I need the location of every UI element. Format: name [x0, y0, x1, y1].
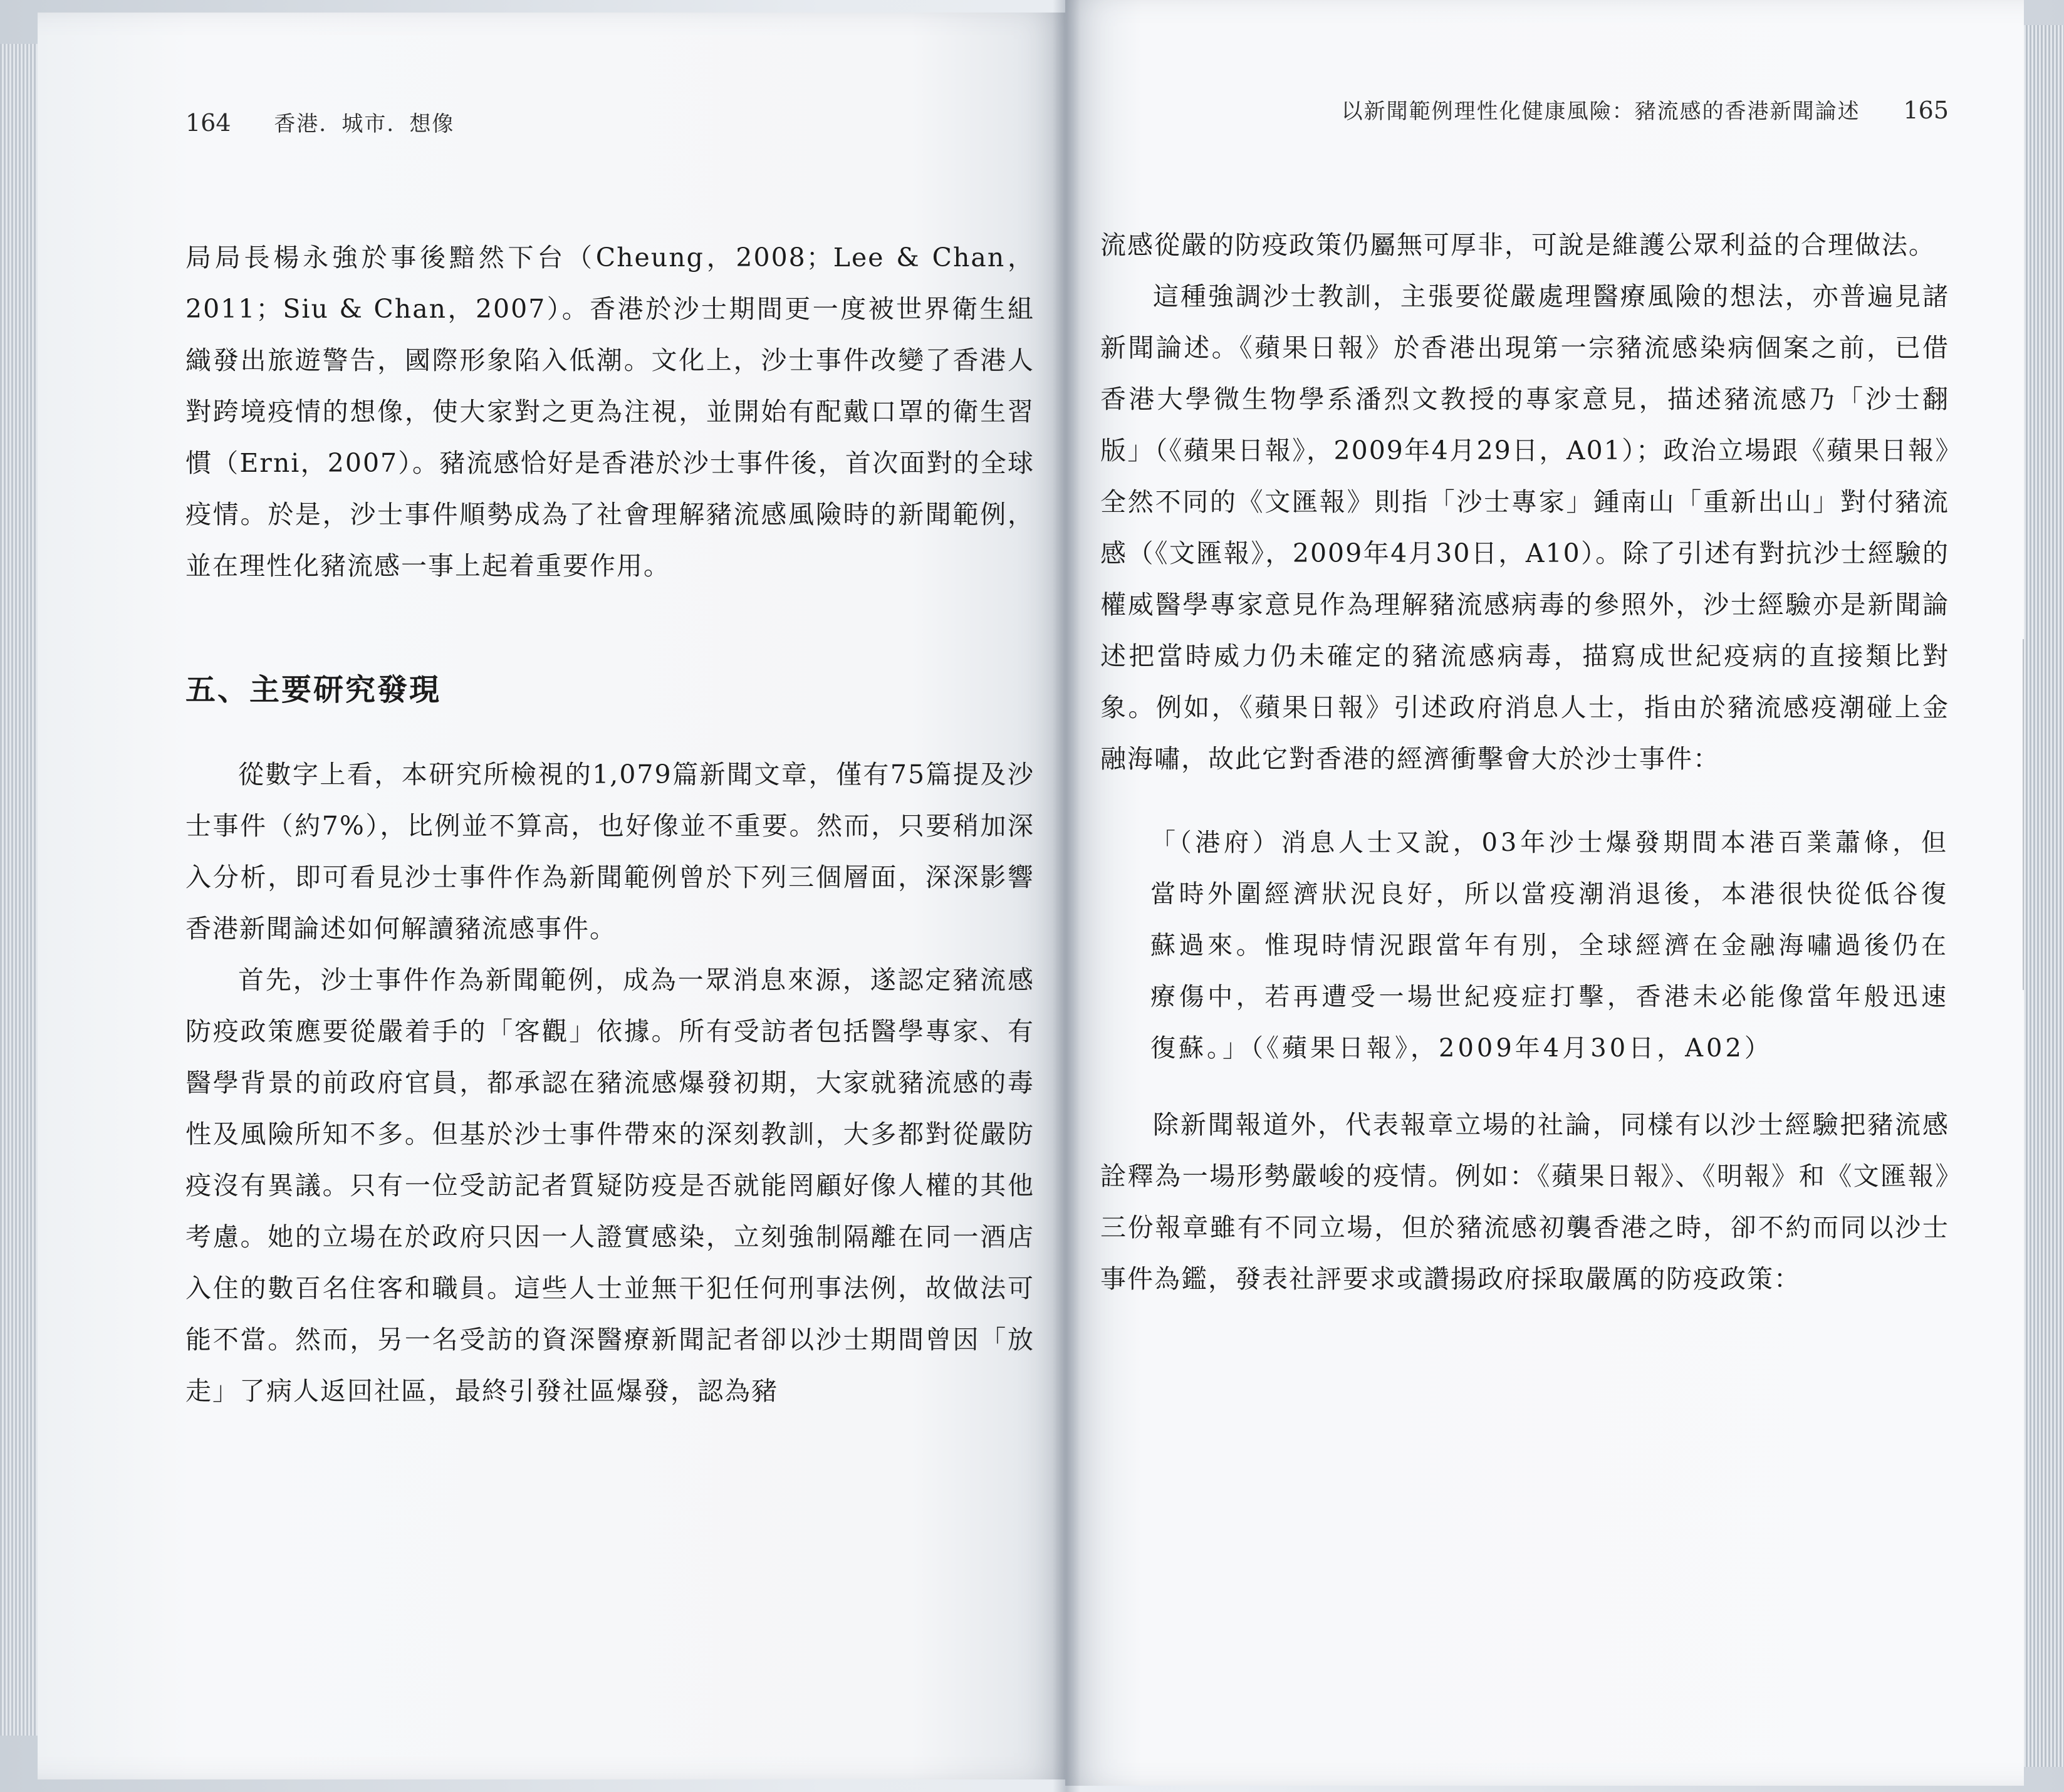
book-gutter [1053, 0, 1080, 1792]
right-paragraph-continued: 流感從嚴的防疫政策仍屬無可厚非，可說是維護公眾利益的合理做法。 [1100, 230, 1936, 260]
left-paragraph-2: 首先，沙士事件作為新聞範例，成為一眾消息來源，遂認定豬流感防疫政策應要從嚴着手的「客觀」依據。所有受訪者包括醫學專家、有醫學背景的前政府官員，都承認在豬流感爆發初期，大家就豬流感的毒性及風險所知不多。但基於沙士事件帶來的深刻教訓，大多都對從嚴防疫沒有異議。只有一位受訪記者質疑防疫是否就能罔顧好像人權的其他考慮。她的立場在於政府只因一人證實感染，立刻強制隔離在同一酒店入住的數百名住客和職員。這些人士並無干犯任何刑事法例，故做法可能不當。然而，另一名受訪的資深醫療新聞記者卻以沙士期間曾因「放走」了病人返回社區，最終引發社區爆發，認為豬 [185, 965, 1035, 1406]
left-body [185, 232, 1035, 1417]
right-paragraph-1: 這種強調沙士教訓，主張要從嚴處理醫療風險的想法，亦普遍見諸新聞論述。《蘋果日報》於香港出現第一宗豬流感染病個案之前，已借香港大學微生物學系潘烈文教授的專家意見，描述豬流感乃「沙士翻版」（《蘋果日報》，2009年4月29日，A01）；政治立場跟《蘋果日報》全然不同的《文匯報》則指「沙士專家」鍾南山「重新出山」對付豬流感（《文匯報》，2009年4月30日，A10）。除了引述有對抗沙士經驗的權威醫學專家意見作為理解豬流感病毒的參照外，沙士經驗亦是新聞論述把當時威力仍未確定的豬流感病毒，描寫成世紀疫病的直接類比對象。例如，《蘋果日報》引述政府消息人士，指由於豬流感疫潮碰上金融海嘯，故此它對香港的經濟衝擊會大於沙士事件： [1100, 281, 1949, 774]
right-page [1065, 0, 2024, 1786]
right-paragraph-2: 除新聞報道外，代表報章立場的社論，同樣有以沙士經驗把豬流感詮釋為一場形勢嚴峻的疫情。例如：《蘋果日報》、《明報》和《文匯報》三份報章雖有不同立場，但於豬流感初襲香港之時，卻不約而同以沙士事件為鑑，發表社評要求或讚揚政府採取嚴厲的防疫政策： [1100, 1110, 1949, 1294]
right-header [1342, 94, 1949, 125]
left-running-head: 香港．城市．想像 [274, 112, 455, 137]
page-stack-left [0, 44, 38, 1736]
left-page [38, 13, 1065, 1779]
right-body [1100, 219, 1949, 1305]
right-running-head: 以新聞範例理性化健康風險：豬流感的香港新聞論述 [1341, 99, 1860, 124]
left-header [185, 107, 454, 137]
left-page-number: 164 [185, 109, 231, 137]
left-paragraph-continued: 局局長楊永強於事後黯然下台（Cheung，2008；Lee & Chan，2011；Siu & Chan，2007）。香港於沙士期間更一度被世界衛生組織發出旅遊警告，國際形象陷入低潮。文化上，沙士事件改變了香港人對跨境疫情的想像，使大家對之更為注視，並開始有配戴口罩的衛生習慣（Erni，2007）。豬流感恰好是香港於沙士事件後，首次面對的全球疫情。於是，沙士事件順勢成為了社會理解豬流感風險時的新聞範例，並在理性化豬流感一事上起着重要作用。 [185, 242, 1035, 581]
right-page-number: 165 [1903, 96, 1949, 124]
block-quote: 「（港府）消息人士又說，03年沙士爆發期間本港百業蕭條，但當時外圍經濟狀況良好，所以當疫潮消退後，本港很快從低谷復蘇過來。惟現時情況跟當年有別，全球經濟在金融海嘯過後仍在療傷中，若再遭受一場世紀疫症打擊，香港未必能像當年般迅速復蘇。」（《蘋果日報》，2009年4月30日，A02） [1150, 828, 1949, 1063]
left-paragraph-1: 從數字上看，本研究所檢視的1,079篇新聞文章，僅有75篇提及沙士事件（約7%），比例並不算高，也好像並不重要。然而，只要稍加深入分析，即可看見沙士事件作為新聞範例曾於下列三個層面，深深影響香港新聞論述如何解讀豬流感事件。 [185, 759, 1035, 944]
section-heading: 五、主要研究發現 [185, 672, 442, 707]
page-stack-right [2020, 25, 2064, 1767]
page-edge-shadow [2023, 639, 2024, 990]
